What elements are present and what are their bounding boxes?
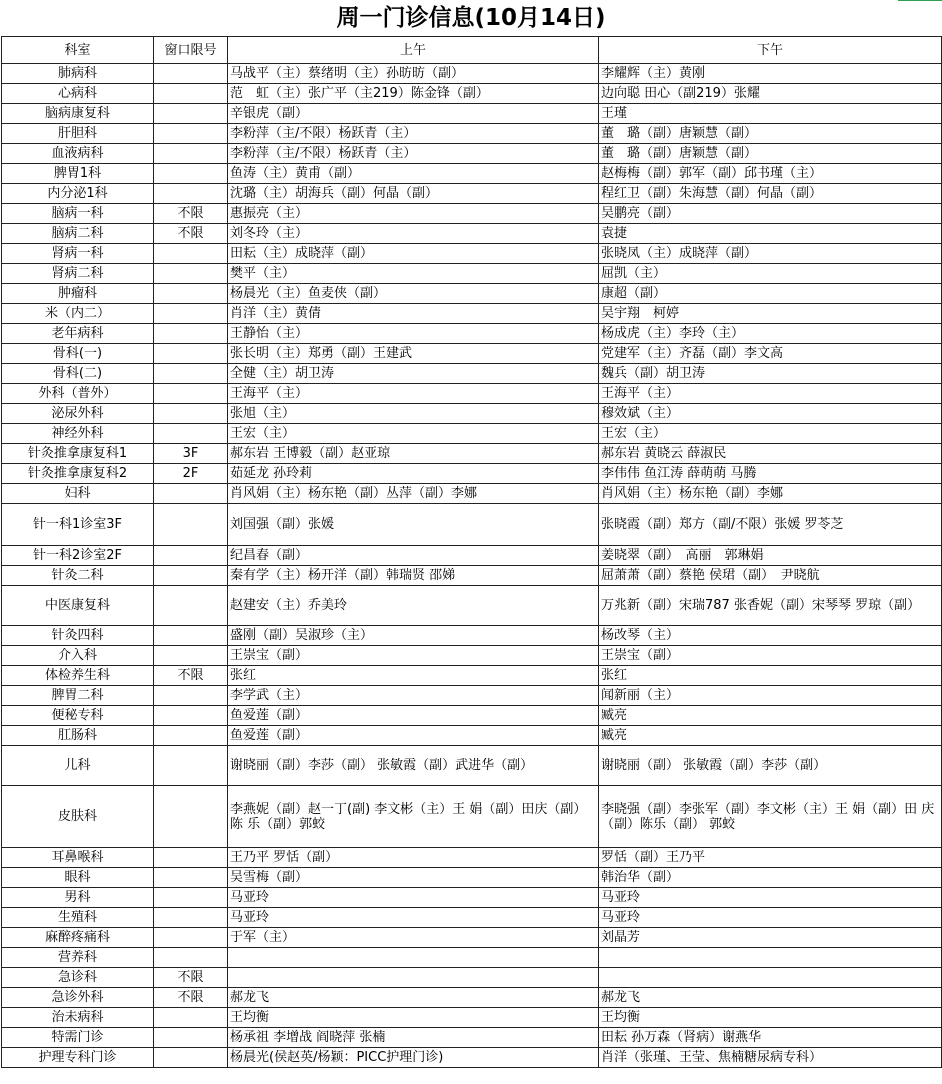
- table-row: [2, 786, 942, 848]
- am-cell: 王崇宝（副）: [228, 646, 599, 666]
- table-row: [2, 124, 942, 144]
- limit-cell: [154, 566, 228, 586]
- am-cell: 刘冬玲（主）: [228, 224, 599, 244]
- am-cell: 吴雪梅（副）: [228, 868, 599, 888]
- table-row: [2, 1028, 942, 1048]
- pm-cell: 田耘 孙万森（肾病）谢燕华: [599, 1028, 942, 1048]
- pm-cell: 马亚玲: [599, 908, 942, 928]
- dept-cell: 骨科(二): [2, 364, 154, 384]
- limit-cell: 不限: [154, 666, 228, 686]
- am-cell: 张旭（主）: [228, 404, 599, 424]
- dept-cell: 儿科: [2, 746, 154, 786]
- dept-cell: 妇科: [2, 484, 154, 504]
- schedule-table: [1, 36, 942, 1068]
- am-cell: 王乃平 罗恬（副）: [228, 848, 599, 868]
- limit-cell: [154, 726, 228, 746]
- pm-cell: 臧亮: [599, 706, 942, 726]
- pm-cell: 吴鹏亮（副）: [599, 204, 942, 224]
- limit-cell: [154, 928, 228, 948]
- table-row: [2, 144, 942, 164]
- page-title: 周一门诊信息(10月14日): [336, 5, 606, 31]
- am-cell: 李粉萍（主/不限）杨跃青（主）: [228, 144, 599, 164]
- pm-cell: 杨成虎（主）李玲（主）: [599, 324, 942, 344]
- table-row: [2, 988, 942, 1008]
- am-cell: 张长明（主）郑勇（副）王建武: [228, 344, 599, 364]
- am-cell: 郝龙飞: [228, 988, 599, 1008]
- table-row: [2, 948, 942, 968]
- header-row: [2, 37, 942, 64]
- dept-cell: 治未病科: [2, 1008, 154, 1028]
- dept-cell: 介入科: [2, 646, 154, 666]
- pm-cell: 张晓霞（副）郑方（副/不限）张媛 罗苓芝: [599, 504, 942, 546]
- table-row: [2, 586, 942, 626]
- dept-cell: 针灸推拿康复科2: [2, 464, 154, 484]
- dept-cell: 米（内二）: [2, 304, 154, 324]
- dept-cell: 生殖科: [2, 908, 154, 928]
- table-row: [2, 626, 942, 646]
- table-row: [2, 504, 942, 546]
- am-cell: 鱼爱莲（副）: [228, 706, 599, 726]
- dept-cell: 脾胃二科: [2, 686, 154, 706]
- table-row: [2, 244, 942, 264]
- table-row: [2, 364, 942, 384]
- dept-cell: 内分泌1科: [2, 184, 154, 204]
- am-cell: 范 虹（主）张广平（主219）陈金锋（副）: [228, 84, 599, 104]
- table-row: [2, 968, 942, 988]
- am-cell: [228, 948, 599, 968]
- table-row: [2, 204, 942, 224]
- am-cell: 田耘（主）成晓萍（副）: [228, 244, 599, 264]
- dept-cell: 男科: [2, 888, 154, 908]
- am-cell: 惠振亮（主）: [228, 204, 599, 224]
- limit-cell: [154, 484, 228, 504]
- am-cell: 王宏（主）: [228, 424, 599, 444]
- limit-cell: [154, 686, 228, 706]
- limit-cell: [154, 324, 228, 344]
- am-cell: 刘国强（副）张媛: [228, 504, 599, 546]
- limit-cell: [154, 1028, 228, 1048]
- table-row: [2, 706, 942, 726]
- table-row: [2, 464, 942, 484]
- am-cell: 于军（主）: [228, 928, 599, 948]
- pm-cell: 杨改琴（主）: [599, 626, 942, 646]
- limit-cell: [154, 164, 228, 184]
- pm-cell: 程红卫（副）朱海慧（副）何晶（副）: [599, 184, 942, 204]
- am-cell: 肖风娟（主）杨东艳（副）丛萍（副）李娜: [228, 484, 599, 504]
- pm-cell: 肖洋（张瑾、王莹、焦楠糖尿病专科）: [599, 1048, 942, 1068]
- am-cell: 马亚玲: [228, 908, 599, 928]
- pm-cell: 郝龙飞: [599, 988, 942, 1008]
- am-cell: 秦有学（主）杨开洋（副）韩瑞贤 邵娣: [228, 566, 599, 586]
- am-cell: 王静怡（主）: [228, 324, 599, 344]
- limit-cell: [154, 546, 228, 566]
- table-row: [2, 908, 942, 928]
- limit-cell: [154, 284, 228, 304]
- dept-cell: 泌尿外科: [2, 404, 154, 424]
- am-cell: 马亚玲: [228, 888, 599, 908]
- am-cell: 全健（主）胡卫涛: [228, 364, 599, 384]
- am-cell: 鱼涛（主）黄甫（副）: [228, 164, 599, 184]
- am-cell: 张红: [228, 666, 599, 686]
- table-row: [2, 404, 942, 424]
- dept-cell: 肝胆科: [2, 124, 154, 144]
- pm-cell: 闻新丽（主）: [599, 686, 942, 706]
- pm-cell: 张红: [599, 666, 942, 686]
- limit-cell: [154, 384, 228, 404]
- dept-cell: 脑病二科: [2, 224, 154, 244]
- pm-cell: 王崇宝（副）: [599, 646, 942, 666]
- pm-cell: 姜晓翠（副） 高丽 郭琳娟: [599, 546, 942, 566]
- dept-cell: 针灸四科: [2, 626, 154, 646]
- table-row: [2, 384, 942, 404]
- dept-cell: 体检养生科: [2, 666, 154, 686]
- table-row: [2, 184, 942, 204]
- am-cell: 鱼爱莲（副）: [228, 726, 599, 746]
- am-cell: 杨晨光（主）鱼麦侠（副）: [228, 284, 599, 304]
- table-row: [2, 324, 942, 344]
- limit-cell: [154, 908, 228, 928]
- limit-cell: [154, 746, 228, 786]
- am-cell: 李燕妮（副）赵一丁(副) 李文彬（主）王 娟（副）田庆（副）陈 乐（副）郭蛟: [228, 786, 599, 848]
- pm-cell: 袁捷: [599, 224, 942, 244]
- table-row: [2, 666, 942, 686]
- am-cell: [228, 968, 599, 988]
- pm-cell: 边向聪 田心（副219）张耀: [599, 84, 942, 104]
- limit-cell: [154, 786, 228, 848]
- dept-cell: 肾病二科: [2, 264, 154, 284]
- limit-cell: [154, 264, 228, 284]
- pm-cell: 马亚玲: [599, 888, 942, 908]
- pm-cell: 魏兵（副）胡卫涛: [599, 364, 942, 384]
- table-row: [2, 424, 942, 444]
- am-cell: 肖洋（主）黄倩: [228, 304, 599, 324]
- limit-cell: [154, 104, 228, 124]
- pm-cell: 王瑾: [599, 104, 942, 124]
- limit-cell: [154, 64, 228, 84]
- dept-cell: 脑病一科: [2, 204, 154, 224]
- dept-cell: 脑病康复科: [2, 104, 154, 124]
- limit-cell: [154, 364, 228, 384]
- pm-cell: 吴宇翔 柯婷: [599, 304, 942, 324]
- dept-cell: 护理专科门诊: [2, 1048, 154, 1068]
- header-limit: 窗口限号: [154, 37, 228, 64]
- table-row: [2, 848, 942, 868]
- pm-cell: 张晓凤（主）成晓萍（副）: [599, 244, 942, 264]
- limit-cell: [154, 646, 228, 666]
- limit-cell: [154, 868, 228, 888]
- dept-cell: 针一科2诊室2F: [2, 546, 154, 566]
- am-cell: 纪昌春（副）: [228, 546, 599, 566]
- table-row: [2, 646, 942, 666]
- limit-cell: 不限: [154, 204, 228, 224]
- am-cell: 郝东岩 王博毅（副）赵亚琼: [228, 444, 599, 464]
- limit-cell: [154, 84, 228, 104]
- limit-cell: [154, 888, 228, 908]
- dept-cell: 脾胃1科: [2, 164, 154, 184]
- table-row: [2, 64, 942, 84]
- limit-cell: [154, 244, 228, 264]
- dept-cell: 外科（普外）: [2, 384, 154, 404]
- pm-cell: 韩治华（副）: [599, 868, 942, 888]
- limit-cell: [154, 706, 228, 726]
- table-row: [2, 164, 942, 184]
- dept-cell: 针一科1诊室3F: [2, 504, 154, 546]
- limit-cell: 不限: [154, 968, 228, 988]
- dept-cell: 急诊外科: [2, 988, 154, 1008]
- sheet-gridline: [898, 0, 942, 1]
- limit-cell: [154, 304, 228, 324]
- dept-cell: 血液病科: [2, 144, 154, 164]
- dept-cell: 肛肠科: [2, 726, 154, 746]
- limit-cell: [154, 344, 228, 364]
- limit-cell: [154, 1048, 228, 1068]
- table-row: [2, 284, 942, 304]
- am-cell: 李学武（主）: [228, 686, 599, 706]
- limit-cell: [154, 586, 228, 626]
- dept-cell: 心病科: [2, 84, 154, 104]
- header-pm: 下午: [599, 37, 942, 64]
- table-row: [2, 104, 942, 124]
- dept-cell: 中医康复科: [2, 586, 154, 626]
- am-cell: 马战平（主）蔡绪明（主）孙昉昉（副）: [228, 64, 599, 84]
- am-cell: 谢晓丽（副）李莎（副） 张敏霞（副）武进华（副）: [228, 746, 599, 786]
- pm-cell: 李晓强（副）李张军（副）李文彬（主）王 娟（副）田 庆（副）陈乐（副） 郭蛟: [599, 786, 942, 848]
- am-cell: 李粉萍（主/不限）杨跃青（主）: [228, 124, 599, 144]
- dept-cell: 肾病一科: [2, 244, 154, 264]
- dept-cell: 便秘专科: [2, 706, 154, 726]
- pm-cell: 王海平（主）: [599, 384, 942, 404]
- limit-cell: [154, 404, 228, 424]
- pm-cell: 屈凯（主）: [599, 264, 942, 284]
- limit-cell: [154, 184, 228, 204]
- pm-cell: 王均衡: [599, 1008, 942, 1028]
- pm-cell: 刘晶芳: [599, 928, 942, 948]
- table-row: [2, 546, 942, 566]
- table-row: [2, 888, 942, 908]
- am-cell: 杨晨光(侯赵英/杨颖：PICC护理门诊): [228, 1048, 599, 1068]
- dept-cell: 麻醉疼痛科: [2, 928, 154, 948]
- pm-cell: 臧亮: [599, 726, 942, 746]
- am-cell: 赵建安（主）乔美玲: [228, 586, 599, 626]
- table-row: [2, 304, 942, 324]
- pm-cell: 万兆新（副）宋瑞787 张香妮（副）宋琴琴 罗琼（副）: [599, 586, 942, 626]
- pm-cell: 李伟伟 鱼江涛 薛萌萌 马腾: [599, 464, 942, 484]
- table-row: [2, 84, 942, 104]
- limit-cell: [154, 848, 228, 868]
- limit-cell: 2F: [154, 464, 228, 484]
- dept-cell: 针灸二科: [2, 566, 154, 586]
- table-row: [2, 868, 942, 888]
- header-dept: 科室: [2, 37, 154, 64]
- pm-cell: 郝东岩 黄晓云 薛淑民: [599, 444, 942, 464]
- dept-cell: 急诊科: [2, 968, 154, 988]
- limit-cell: 3F: [154, 444, 228, 464]
- pm-cell: 屈萧萧（副）蔡艳 侯珺（副） 尹晓航: [599, 566, 942, 586]
- pm-cell: [599, 948, 942, 968]
- table-row: [2, 726, 942, 746]
- limit-cell: [154, 124, 228, 144]
- am-cell: 茹延龙 孙玲莉: [228, 464, 599, 484]
- limit-cell: [154, 144, 228, 164]
- table-row: [2, 686, 942, 706]
- am-cell: 王均衡: [228, 1008, 599, 1028]
- table-row: [2, 444, 942, 464]
- limit-cell: 不限: [154, 988, 228, 1008]
- am-cell: 杨承祖 李增战 阎晓萍 张楠: [228, 1028, 599, 1048]
- table-row: [2, 1048, 942, 1068]
- dept-cell: 肿瘤科: [2, 284, 154, 304]
- table-row: [2, 264, 942, 284]
- dept-cell: 针灸推拿康复科1: [2, 444, 154, 464]
- am-cell: 沈璐（主）胡海兵（副）何晶（副）: [228, 184, 599, 204]
- table-row: [2, 566, 942, 586]
- dept-cell: 老年病科: [2, 324, 154, 344]
- limit-cell: 不限: [154, 224, 228, 244]
- pm-cell: [599, 968, 942, 988]
- pm-cell: 康超（副）: [599, 284, 942, 304]
- pm-cell: 党建军（主）齐磊（副）李文高: [599, 344, 942, 364]
- table-row: [2, 928, 942, 948]
- limit-cell: [154, 1008, 228, 1028]
- dept-cell: 营养科: [2, 948, 154, 968]
- pm-cell: 罗恬（副）王乃平: [599, 848, 942, 868]
- dept-cell: 骨科(一): [2, 344, 154, 364]
- dept-cell: 皮肤科: [2, 786, 154, 848]
- am-cell: 樊平（主）: [228, 264, 599, 284]
- pm-cell: 谢晓丽（副） 张敏霞（副）李莎（副）: [599, 746, 942, 786]
- limit-cell: [154, 948, 228, 968]
- header-am: 上午: [228, 37, 599, 64]
- dept-cell: 特需门诊: [2, 1028, 154, 1048]
- table-row: [2, 484, 942, 504]
- table-row: [2, 746, 942, 786]
- dept-cell: 神经外科: [2, 424, 154, 444]
- pm-cell: 肖风娟（主）杨东艳（副）李娜: [599, 484, 942, 504]
- pm-cell: 赵梅梅（副）郭军（副）邱书瑾（主）: [599, 164, 942, 184]
- limit-cell: [154, 626, 228, 646]
- dept-cell: 肺病科: [2, 64, 154, 84]
- pm-cell: 李耀辉（主）黄刚: [599, 64, 942, 84]
- pm-cell: 王宏（主）: [599, 424, 942, 444]
- pm-cell: 穆效斌（主）: [599, 404, 942, 424]
- am-cell: 盛刚（副）吴淑珍（主）: [228, 626, 599, 646]
- dept-cell: 眼科: [2, 868, 154, 888]
- am-cell: 辛银虎（副）: [228, 104, 599, 124]
- am-cell: 王海平（主）: [228, 384, 599, 404]
- limit-cell: [154, 424, 228, 444]
- limit-cell: [154, 504, 228, 546]
- table-row: [2, 1008, 942, 1028]
- pm-cell: 董 璐（副）唐颖慧（副）: [599, 144, 942, 164]
- table-row: [2, 344, 942, 364]
- table-body: [2, 64, 942, 1068]
- table-row: [2, 224, 942, 244]
- dept-cell: 耳鼻喉科: [2, 848, 154, 868]
- pm-cell: 董 璐（副）唐颖慧（副）: [599, 124, 942, 144]
